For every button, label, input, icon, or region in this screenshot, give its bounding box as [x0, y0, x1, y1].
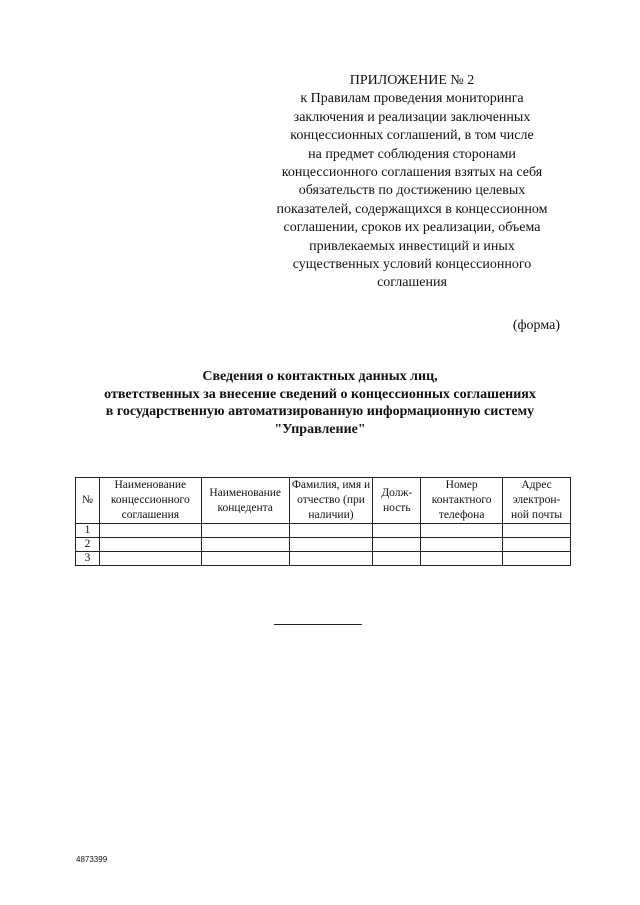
appendix-line: на предмет соблюдения сторонами — [308, 146, 516, 162]
agreement-name-cell — [99, 538, 201, 552]
full-name-cell — [289, 552, 373, 566]
document-number: 4873399 — [76, 855, 108, 864]
header-grantor-name: Наименование концедента — [201, 478, 289, 524]
document-title — [70, 368, 570, 438]
table-row — [76, 538, 571, 552]
grantor-name-cell — [201, 538, 289, 552]
appendix-line: обязательств по достижению целевых — [298, 183, 526, 199]
title-line: "Управление" — [274, 421, 366, 437]
row-number: 1 — [76, 524, 100, 538]
header-email: Адрес электрон-ной почты — [503, 478, 571, 524]
table-header-row — [76, 478, 571, 524]
header-full-name: Фамилия, имя и отчество (при наличии) — [289, 478, 373, 524]
appendix-line: соглашении, сроков их реализации, объема — [283, 220, 541, 236]
header-number: № — [76, 478, 100, 524]
full-name-cell — [289, 538, 373, 552]
appendix-line: концессионного соглашения взятых на себя — [281, 165, 543, 181]
grantor-name-cell — [201, 524, 289, 538]
row-number: 2 — [76, 538, 100, 552]
title-line: ответственных за внесение сведений о концессионных соглашениях — [104, 386, 536, 402]
title-line: в государственную автоматизированную информационную систему — [105, 404, 535, 419]
header-position: Долж-ность — [373, 478, 421, 524]
header-phone: Номер контактного телефона — [421, 478, 503, 524]
row-number: 3 — [76, 552, 100, 566]
form-label: (форма) — [512, 318, 560, 333]
title-line: Сведения о контактных данных лиц, — [202, 369, 438, 384]
header-agreement-name: Наименование концессионного соглашения — [99, 478, 201, 524]
phone-cell — [421, 552, 503, 566]
appendix-line: привлекаемых инвестиций и иных — [309, 238, 515, 254]
agreement-name-cell — [99, 552, 201, 566]
agreement-name-cell — [99, 524, 201, 538]
appendix-line: существенных условий концессионного — [292, 257, 532, 273]
email-cell — [503, 538, 571, 552]
position-cell — [373, 538, 421, 552]
appendix-line: к Правилам проведения мониторинга — [300, 91, 524, 107]
separator-line — [274, 624, 362, 625]
appendix-header — [262, 72, 562, 293]
table-row — [76, 524, 571, 538]
appendix-line: соглашения — [377, 275, 447, 291]
appendix-line: заключения и реализации заключенных — [293, 109, 531, 125]
phone-cell — [421, 524, 503, 538]
email-cell — [503, 524, 571, 538]
position-cell — [373, 552, 421, 566]
grantor-name-cell — [201, 552, 289, 566]
appendix-line: показателей, содержащихся в концессионном — [276, 201, 548, 217]
full-name-cell — [289, 524, 373, 538]
appendix-title: ПРИЛОЖЕНИЕ № 2 — [349, 73, 475, 88]
position-cell — [373, 524, 421, 538]
phone-cell — [421, 538, 503, 552]
table-row — [76, 552, 571, 566]
appendix-line: концессионных соглашений, в том числе — [290, 128, 534, 144]
email-cell — [503, 552, 571, 566]
contacts-table — [75, 477, 571, 566]
